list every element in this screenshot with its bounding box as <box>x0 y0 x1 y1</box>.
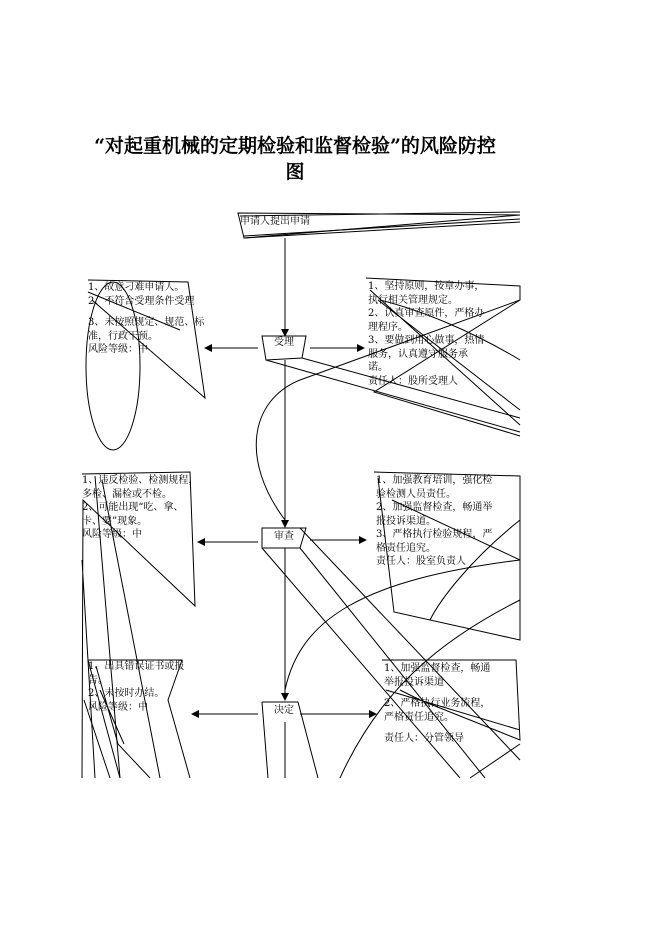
risk-line: 1、出具错误证书或报告。 <box>88 661 185 686</box>
risk-level: 风险等级：中 <box>88 344 148 355</box>
risk-line: 1、故意刁难申请人。 <box>88 282 185 293</box>
control-line: 3、要做到用心做事，热情服务，认真遵守服务承诺。 <box>368 335 485 373</box>
risk-line: 3、未按照规定、规范、标准，行政干预。 <box>88 317 205 342</box>
control-line: 1、坚持原则，按章办事，执行相关管理规定。 <box>368 281 485 306</box>
page-title: “对起重机械的定期检验和监督检验”的风险防控 <box>94 135 496 157</box>
control-line: 3、严格执行检验规程，严格责任追究。 <box>376 529 493 554</box>
risk-block-accept <box>88 281 206 357</box>
control-owner: 责任人：分管领导 <box>384 733 464 744</box>
control-owner: 责任人：股室负责人 <box>376 556 466 567</box>
risk-line: 2、未按时办结。 <box>88 688 165 699</box>
start-label: 申请人提出申请 <box>240 216 310 227</box>
risk-line <box>88 308 206 316</box>
control-block-accept <box>368 280 486 388</box>
risk-line: 1、违反检验、检测规程，多检、漏检或不检。 <box>82 475 199 500</box>
control-block-review <box>376 474 494 569</box>
control-owner: 责任人：股所受理人 <box>368 375 458 387</box>
risk-level: 风险等级：中 <box>88 701 148 713</box>
risk-line: 2、可能出现“吃、拿、卡、要”现象。 <box>82 502 184 527</box>
step-label-review: 审查 <box>274 531 294 542</box>
step-label-decide: 决定 <box>274 705 294 716</box>
control-line: 2、加强监督检查，畅通举报投诉渠道。 <box>376 502 493 527</box>
page-title-line2: 图 <box>285 161 305 183</box>
risk-level: 风险等级：中 <box>82 529 142 540</box>
control-line: 1、加强监督检查，畅通举报投诉渠道 <box>384 663 491 688</box>
control-block-decide <box>384 662 494 746</box>
risk-line: 2、不符合受理条件受理 <box>88 295 195 307</box>
step-label-accept: 受理 <box>274 337 294 348</box>
control-line: 2、认真审查原件，严格办理程序。 <box>368 308 485 333</box>
control-line: 2、严格执行业务流程，严格责任追究。 <box>384 698 491 723</box>
control-line: 1、加强教育培训，强化检验检测人员责任。 <box>376 475 493 500</box>
risk-block-decide <box>88 660 186 714</box>
risk-block-review <box>82 474 200 542</box>
